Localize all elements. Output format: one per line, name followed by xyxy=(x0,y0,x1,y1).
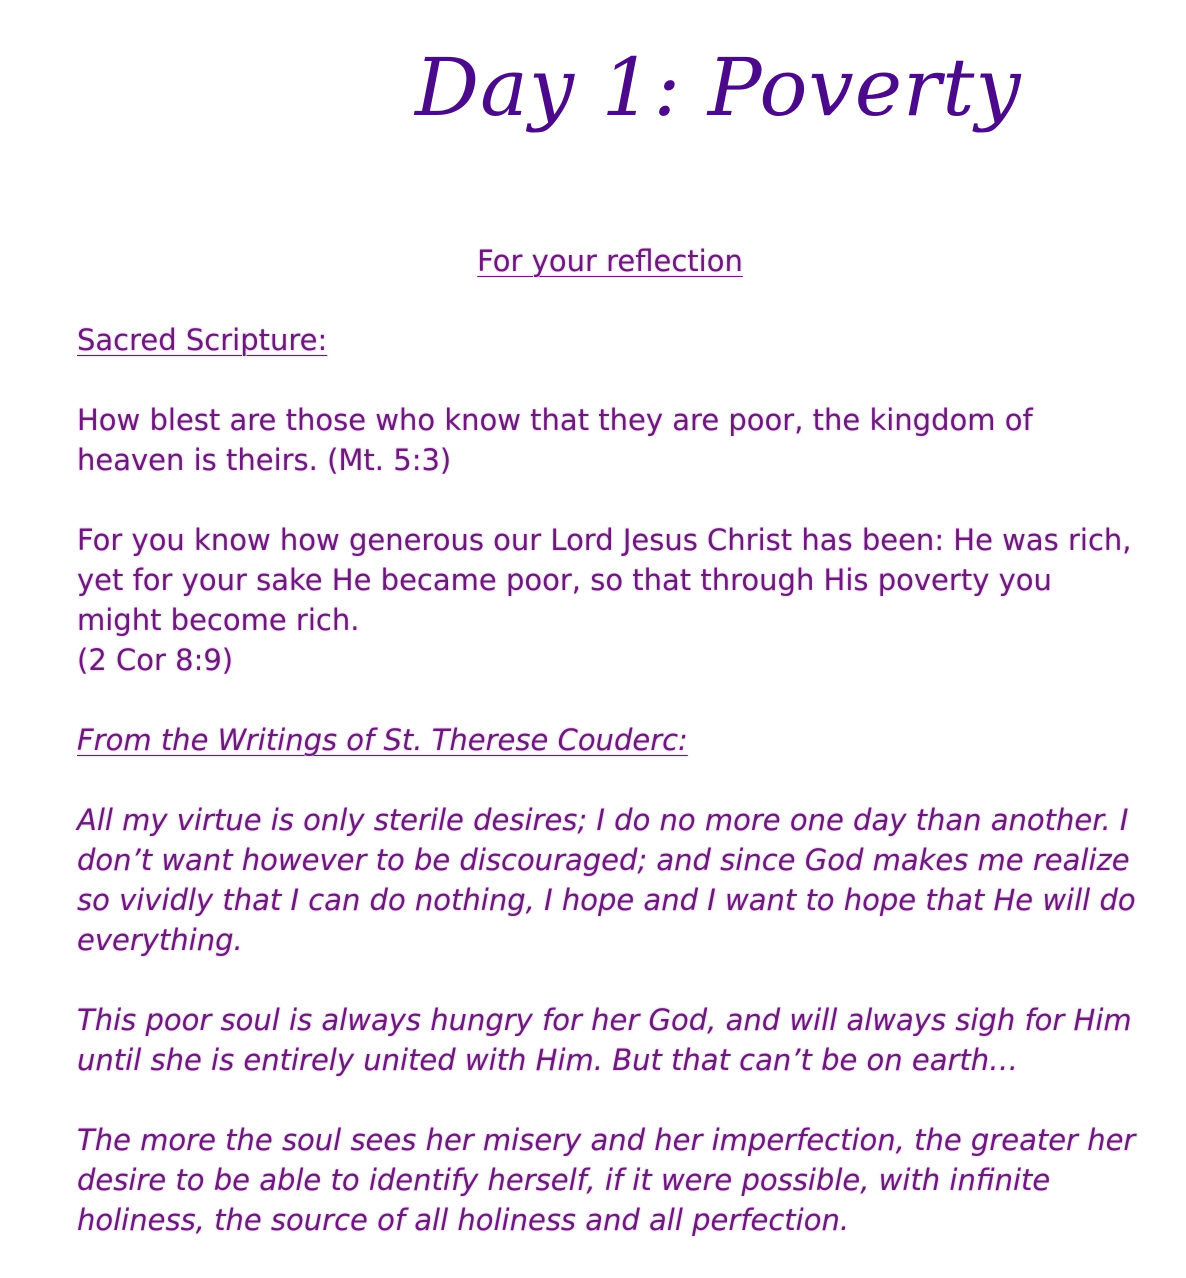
reflection-heading xyxy=(77,240,1137,282)
writings-quote-2: This poor soul is always hungry for her God, and will always sigh for Him until she is entirely united with Him. But that can’t be on earth… xyxy=(77,1003,1132,1077)
page-title: Day 1: Poverty xyxy=(415,41,1022,134)
writings-quote-3: The more the soul sees her misery and her imperfection, the greater her desire to be able to identify herself, if it were possible, with infinite holiness, the source of all holiness and all perfection. xyxy=(77,1123,1136,1237)
reflection-heading-text: For your reflection xyxy=(477,244,743,278)
writings-quote-1: All my virtue is only sterile desires; I do no more one day than another. I don’t want however to be discouraged; and since God makes me realize so vividly that I can do nothing, I hope and I want to hope that He will do everything. xyxy=(77,803,1136,957)
scripture-heading: Sacred Scripture: xyxy=(77,323,328,357)
scripture-passage-2: For you know how generous our Lord Jesus Christ has been: He was rich, yet for your sake He became poor, so that through His poverty you might become rich. xyxy=(77,523,1132,637)
writings-heading: From the Writings of St. Therese Couderc: xyxy=(77,723,688,757)
scripture-passage-1: How blest are those who know that they are poor, the kingdom of heaven is theirs. (Mt. 5:3) xyxy=(77,403,1033,477)
scripture-reference-2: (2 Cor 8:9) xyxy=(77,643,234,677)
